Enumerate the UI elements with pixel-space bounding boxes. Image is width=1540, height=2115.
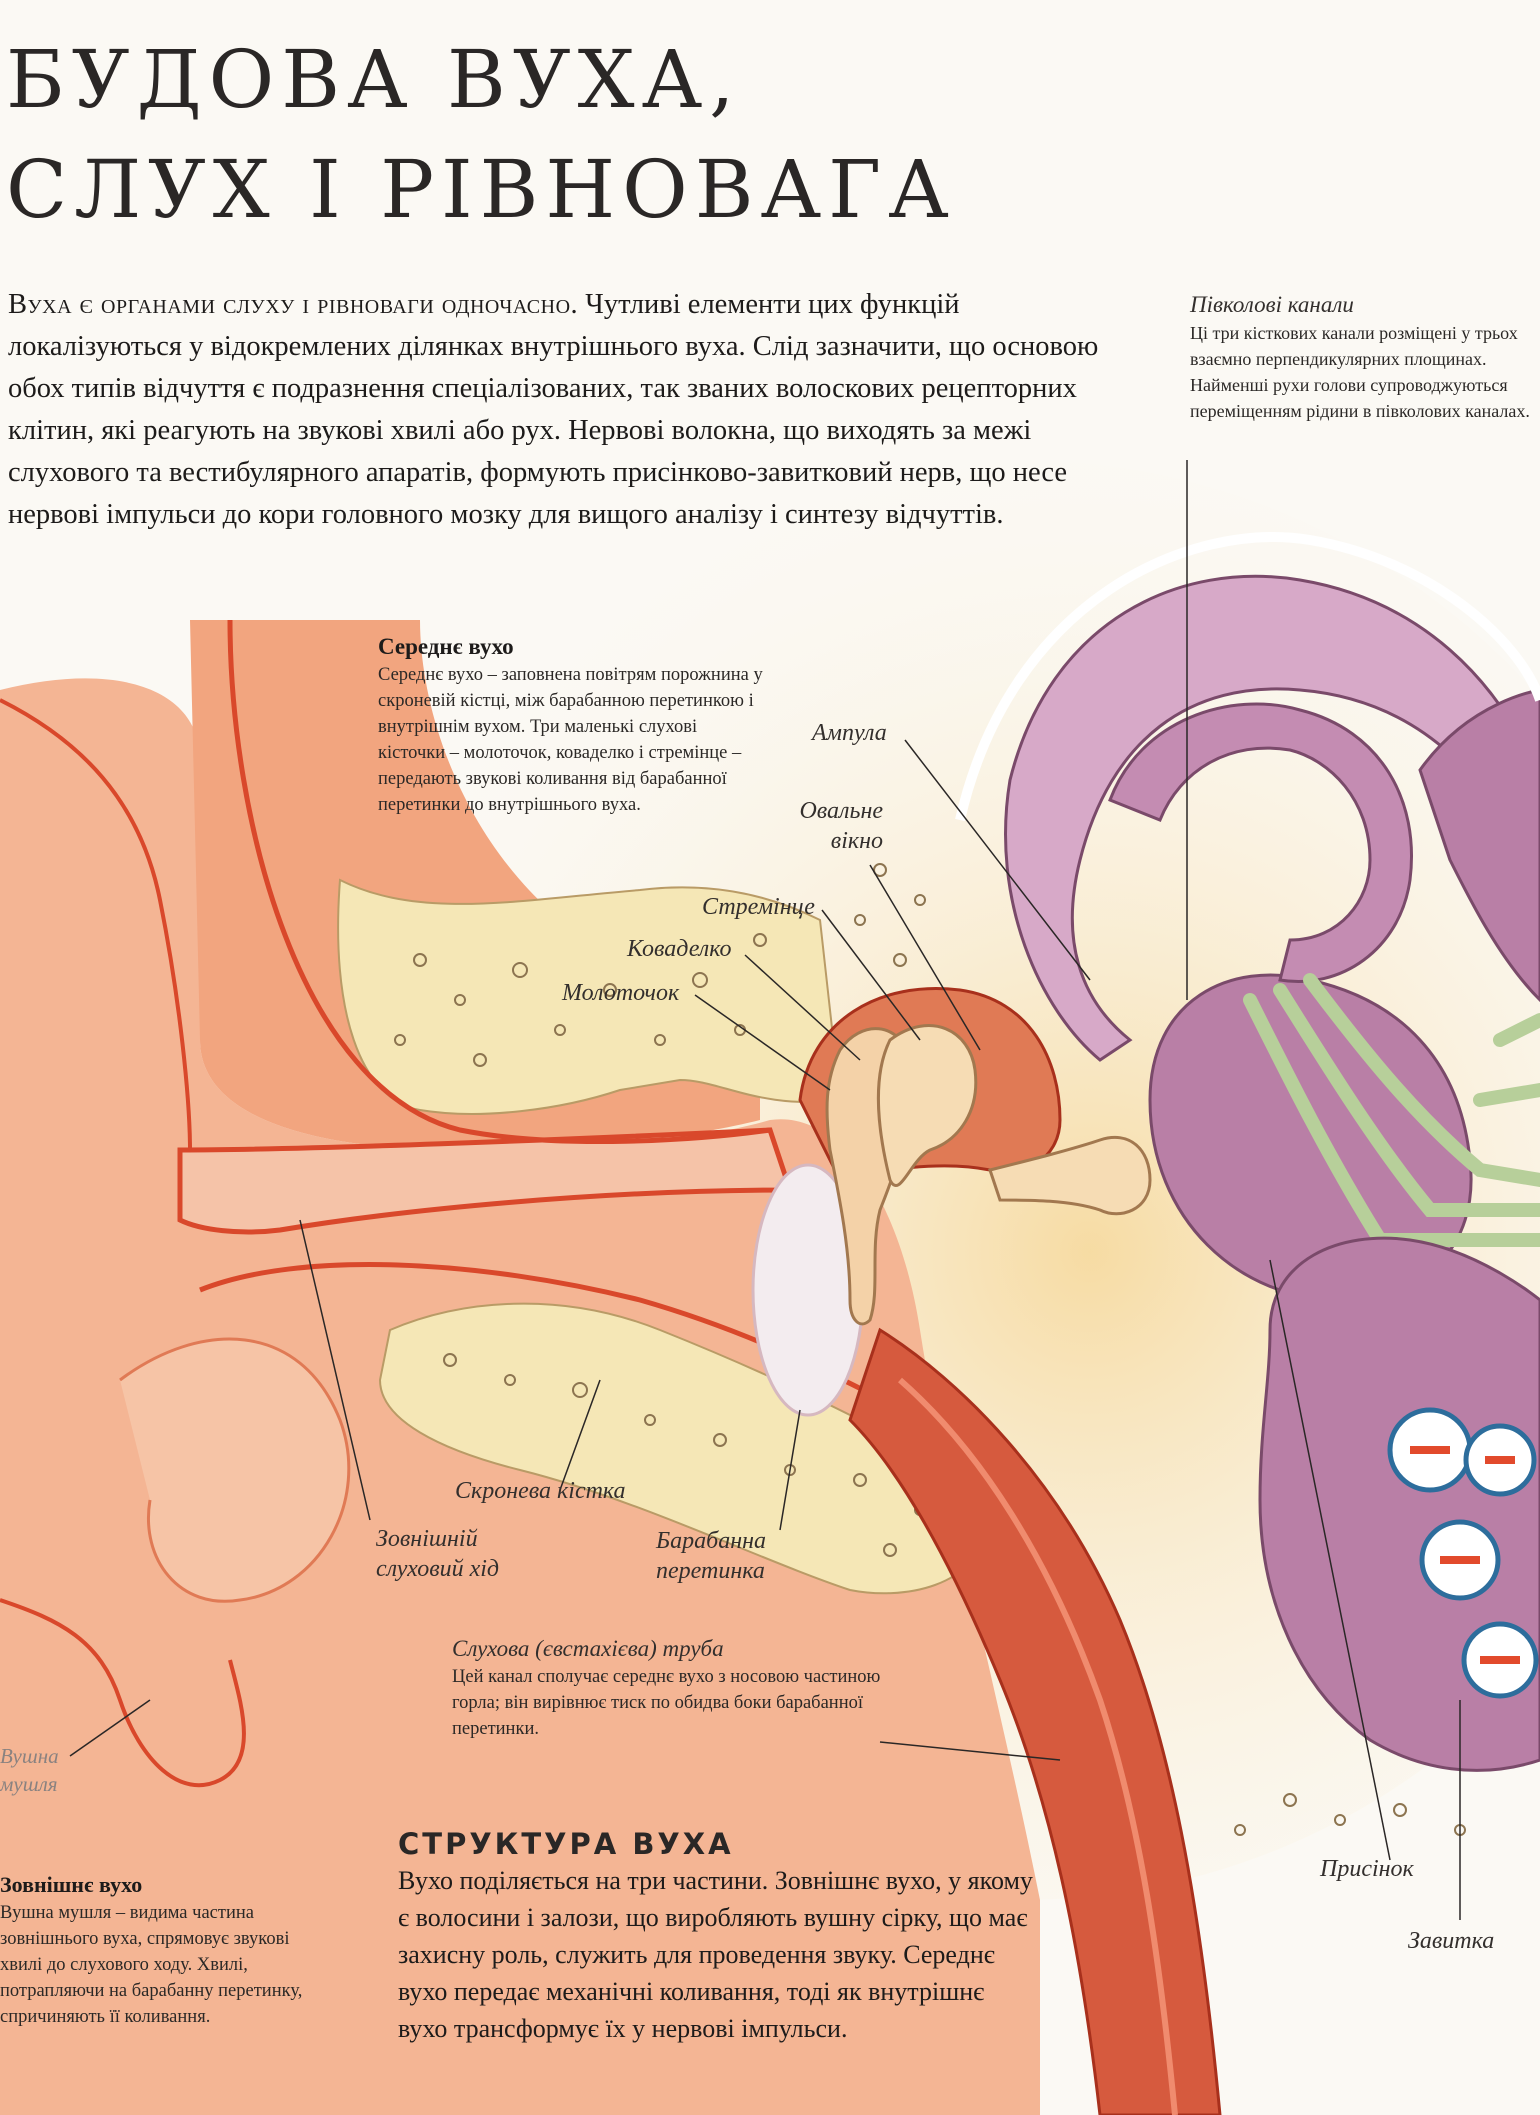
eustachian-tube-caption — [452, 1634, 882, 1742]
page-title-line1: БУДОВА ВУХА, — [6, 33, 742, 126]
label-ampulla: Ампула — [812, 720, 887, 746]
eustachian-tube-title: Слухова (євстахієва) труба — [452, 1636, 724, 1661]
semicircular-canals-title: Півколові канали — [1190, 292, 1354, 317]
label-vestibule: Присінок — [1320, 1856, 1414, 1882]
label-eardrum: Барабанна перетинка — [656, 1528, 767, 1584]
outer-ear-caption — [0, 1870, 320, 2030]
structure-heading: СТРУКТУРА ВУХА — [398, 1827, 734, 1861]
outer-ear-title: Зовнішнє вухо — [0, 1872, 143, 1897]
intro-lead: Вуха є органами слуху і рівноваги одночасно. — [8, 289, 579, 320]
outer-ear-body: Вушна мушля – видима частина зовнішнього вуха, спрямовує звукові хвилі до слухового ходу. Хвилі, потрапляючи на барабанну перетинку, спричиняють її коливання. — [0, 1903, 303, 2027]
structure-body: Вухо поділяється на три частини. Зовнішнє вухо, у якому є волосини і залози, що виробляють вушну сірку, що має захисну роль, служить для проведення звуку. Середнє вухо передає механічні коливання, тоді як внутрішнє вухо трансформує їх у нервові імпульси. — [398, 1866, 1033, 2043]
label-malleus: Молоточок — [562, 980, 680, 1006]
label-pinna: Вушна мушля — [0, 1744, 59, 1796]
label-ear-canal: Зовнішній слуховий хід — [376, 1526, 500, 1582]
eustachian-tube-body: Цей канал сполучає середнє вухо з носовою частиною горла; він вирівнює тиск по обидва боки барабанної перетинки. — [452, 1667, 881, 1739]
middle-ear-body: Середнє вухо – заповнена повітрям порожнина у скроневій кістці, між барабанною перетинкою і внутрішнім вухом. Три маленькі слухові кісточки – молоточок, коваделко і стремінце – передають звукові коливання від барабанної перетинки до внутрішнього вуха. — [378, 665, 763, 815]
intro-paragraph — [8, 284, 1133, 536]
label-oval-window: Овальне вікно — [799, 798, 883, 854]
label-cochlea: Завитка — [1408, 1928, 1495, 1954]
label-incus: Коваделко — [627, 936, 732, 962]
structure-section — [398, 1826, 1038, 2047]
semicircular-canals-body: Ці три кісткових канали розміщені у трьох взаємно перпендикулярних площинах. Найменші рухи голови супроводжуються переміщенням рідини в півколових каналах. — [1190, 323, 1530, 421]
label-stapes: Стремінце — [702, 894, 815, 920]
label-temporal-bone: Скронева кістка — [455, 1478, 626, 1504]
middle-ear-title: Середнє вухо — [378, 634, 514, 659]
intro-text: Чутливі елементи цих функцій локалізуються у відокремлених ділянках внутрішнього вуха. Слід зазначити, що основою обох типів відчуття є подразнення спеціалізованих, так званих волоскових рецепторних клітин, які реагують на звукові хвилі або рух. Нервові волокна, що виходять за межі слухового та вестибулярного апаратів, формують присінково-завитковий нерв, що несе нервові імпульси до кори головного мозку для вищого аналізу і синтезу відчуттів. — [8, 289, 1099, 530]
page-title-line2: СЛУХ І РІВНОВАГА — [6, 143, 956, 236]
semicircular-canals-caption — [1190, 290, 1530, 424]
middle-ear-caption — [378, 632, 768, 818]
